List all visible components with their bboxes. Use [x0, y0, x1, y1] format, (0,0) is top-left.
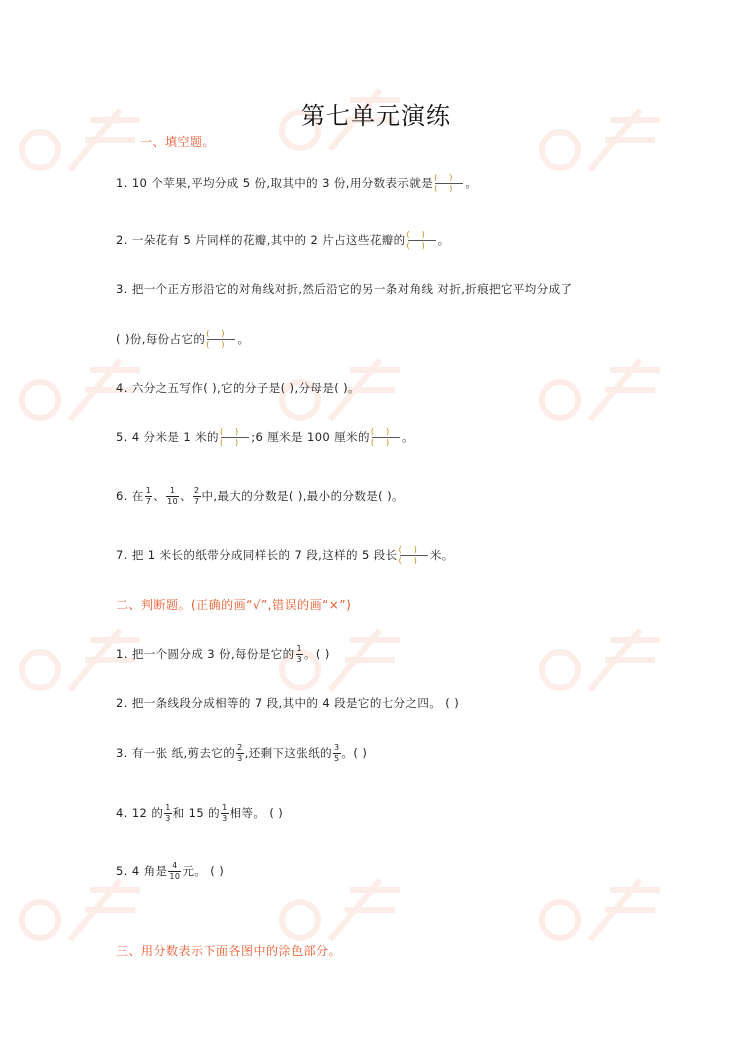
question-1-3-line1: 3. 把一个正方形沿它的对角线对折,然后沿它的另一条对角线 对折,折痕把它平均分成了	[116, 282, 573, 296]
question-1-5: 5. 4 分米是 1 米的 () () ;6 厘米是 100 厘米的 () () 。	[116, 427, 415, 447]
answer-fraction-blank[interactable]: () ()	[206, 329, 237, 349]
fraction: $\frac{4}{10}$	[169, 861, 181, 881]
question-2-5: 5. 4 角是 $\frac{4}{10}$ 元。 ( )	[116, 861, 225, 881]
fraction: $\frac{1}{7}$	[145, 486, 152, 506]
answer-fraction-blank[interactable]: () ()	[219, 427, 251, 447]
question-1-4: 4. 六分之五写作( ),它的分子是( ),分母是( )。	[116, 381, 360, 395]
question-2-1: 1. 把一个圆分成 3 份,每份是它的 $\frac{1}{3}$ 。( )	[116, 644, 330, 664]
fraction: $\frac{1}{10}$	[167, 486, 179, 506]
question-1-6: 6. 在 $\frac{1}{7}$ 、 $\frac{1}{10}$ 、 $\frac{2}{7}$ 中,最大的分数是( ),最小的分数是( )。	[116, 486, 404, 506]
section-heading-true-false: 二、判断题。(正确的画“√”,错误的画“×”)	[116, 598, 352, 612]
fraction: $\frac{2}{3}$	[237, 743, 243, 763]
question-1-1: 1. 10 个苹果,平均分成 5 份,取其中的 3 份,用分数表示就是 () () 。	[116, 173, 478, 193]
watermark-logo-icon	[530, 850, 680, 970]
fraction: $\frac{1}{3}$	[165, 803, 171, 823]
watermark-logo-icon	[530, 600, 680, 720]
answer-fraction-blank[interactable]: () ()	[398, 545, 429, 565]
page-title: 第七单元演练	[301, 102, 451, 130]
fraction: $\frac{1}{3}$	[296, 644, 303, 664]
section-heading-shaded-fractions: 三、用分数表示下面各图中的涂色部分。	[116, 944, 342, 958]
fraction: $\frac{1}{3}$	[222, 803, 228, 823]
question-1-3-line2: ( )份,每份占它的 () () 。	[116, 329, 250, 349]
answer-fraction-blank[interactable]: () ()	[434, 173, 465, 193]
question-1-7: 7. 把 1 米长的纸带分成同样长的 7 段,这样的 5 段长 () () 米。	[116, 545, 454, 565]
question-2-2: 2. 把一条线段分成相等的 7 段,其中的 4 段是它的七分之四。 ( )	[116, 696, 460, 710]
watermark-logo-icon	[530, 330, 680, 450]
fraction: $\frac{3}{5}$	[334, 743, 340, 763]
question-2-4: 4. 12 的 $\frac{1}{3}$ 和 15 的 $\frac{1}{3}$ 相等。 ( )	[116, 803, 284, 823]
answer-fraction-blank[interactable]: () ()	[370, 427, 402, 447]
answer-fraction-blank[interactable]: () ()	[406, 230, 437, 250]
section-heading-fill-blanks: 一、填空题。	[140, 135, 216, 149]
question-2-3: 3. 有一张 纸,剪去它的 $\frac{2}{3}$ ,还剩下这张纸的 $\frac{3}{5}$ 。( )	[116, 743, 368, 763]
fraction: $\frac{2}{7}$	[194, 486, 200, 506]
question-1-2: 2. 一朵花有 5 片同样的花瓣,其中的 2 片占这些花瓣的 () () 。	[116, 230, 450, 250]
